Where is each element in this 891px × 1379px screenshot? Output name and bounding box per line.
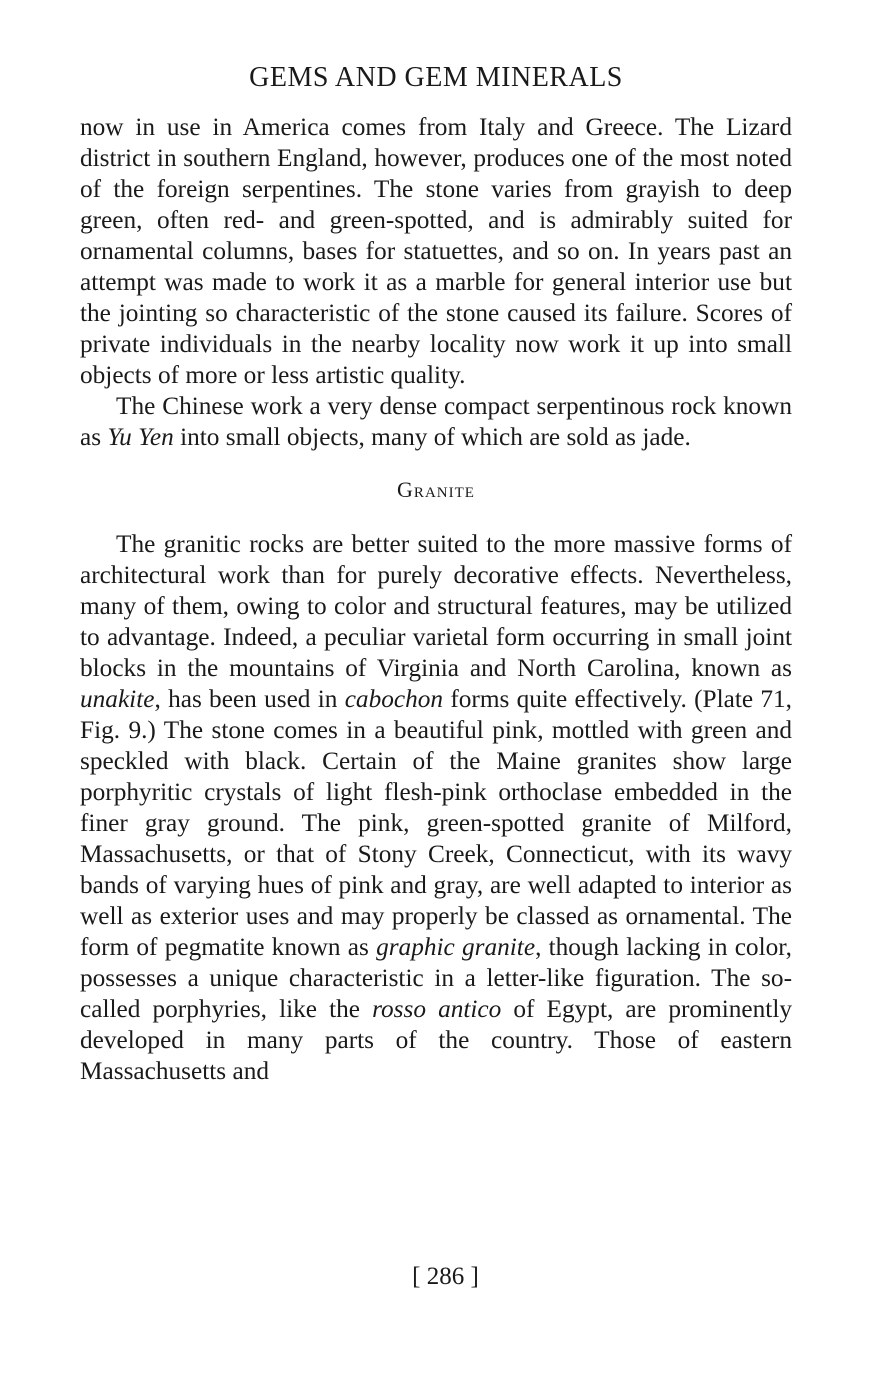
italic-term-graphic-granite: graphic granite xyxy=(376,933,536,961)
text-run: The granitic rocks are better suited to the more massive forms of architectural work than for purely decorative effects. Nevertheless, many of them, owing to color and structural features, may be utilized to advantage. Indeed, a peculiar varietal form occurring in small joint blocks in the mountains of Virginia and North Carolina, known as xyxy=(80,530,792,682)
italic-term-yu-yen: Yu Yen xyxy=(107,423,174,451)
italic-term-cabochon: cabochon xyxy=(344,685,444,713)
italic-term-unakite: unakite xyxy=(80,685,155,713)
paragraph-chinese-serpentine xyxy=(80,391,792,453)
paragraph-serpentine-continued: now in use in America comes from Italy and Greece. The Lizard district in southern England, however, produces one of the most noted of the foreign serpentines. The stone varies from grayish to deep green, often red- and green-spotted, and is admirably suited for ornamental columns, bases for statuettes, and so on. In years past an attempt was made to work it as a marble for general interior use but the jointing so characteristic of the stone caused its failure. Scores of private individuals in the nearby locality now work it up into small objects of more or less artistic quality. xyxy=(80,113,792,389)
italic-term-rosso-antico: rosso antico xyxy=(372,995,502,1023)
page-number: [ 286 ] xyxy=(412,1263,479,1290)
text-run: into small objects, many of which are sold as jade. xyxy=(173,423,691,451)
text-run: , has been used in xyxy=(154,685,345,713)
text-run: forms quite effectively. (Plate 71, Fig. 9.) The stone comes in a beautiful pink, mottled with green and speckled with black. Certain of the Maine granites show large porphyritic crystals of light flesh-pink orthoclase embedded in the finer gray ground. The pink, green-spotted granite of Milford, Massachusetts, or that of Stony Creek, Connecticut, with its wavy bands of varying hues of pink and gray, are well adapted to interior as well as exterior uses and may properly be classed as ornamental. The form of pegmatite known as xyxy=(80,685,793,961)
section-heading-granite: Granite xyxy=(397,477,475,502)
paragraph-granite xyxy=(80,529,792,1087)
book-page xyxy=(80,58,792,1087)
text-run: of Egypt, are prominently developed in many parts of the country. Those of eastern Massachusetts and xyxy=(80,995,793,1085)
text-run: , though lacking in color, possesses a unique characteristic in a letter-like figuration. The so-called porphyries, like the xyxy=(80,933,792,1023)
running-head: GEMS AND GEM MINERALS xyxy=(249,62,623,93)
text-run: The Chinese work a very dense compact serpentinous rock known as xyxy=(80,392,792,451)
